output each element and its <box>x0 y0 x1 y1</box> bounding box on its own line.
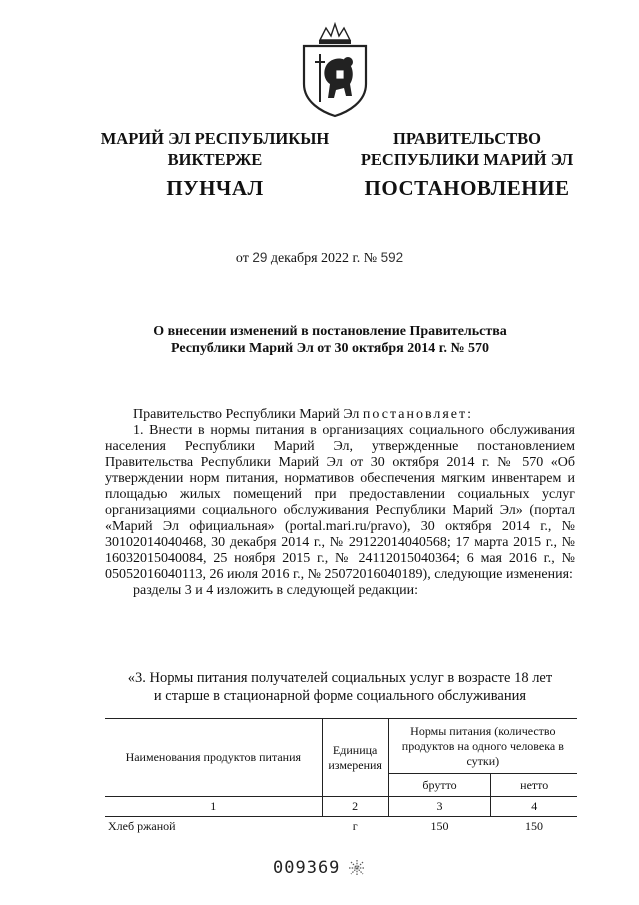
column-number-2: 2 <box>322 797 388 817</box>
title-line2: Республики Марий Эл от 30 октября 2014 г. № 570 <box>170 341 490 356</box>
section-title-line1: «3. Нормы питания получателей социальных услуг в возрасте 18 лет <box>127 670 553 686</box>
header-right-line1: ПРАВИТЕЛЬСТВО <box>393 129 541 148</box>
header-mari-block <box>95 128 335 199</box>
date-month-year: декабря 2022 г. № <box>270 251 378 266</box>
document-number: 592 <box>380 250 404 265</box>
date-day: 29 <box>252 250 268 265</box>
column-number-3: 3 <box>388 797 491 817</box>
column-number-1: 1 <box>105 797 322 817</box>
row-unit: г <box>352 819 358 833</box>
document-body <box>105 407 575 599</box>
date-prefix: от <box>235 251 249 266</box>
document-date-line <box>0 250 639 267</box>
row-net: 150 <box>524 819 543 833</box>
header-net: нетто <box>491 774 577 797</box>
section-title-line2: и старше в стационарной форме социального обслуживания <box>153 688 527 704</box>
paragraph-1: 1. Внести в нормы питания в организациях социального обслуживания населения Республики Марий Эл, утвержденные постановлением Правительства Республики Марий Эл от 30 октября 2014 г. № 570 «Об утверждении норм питания, нормативов обеспечения мягким инвентарем и площадью жилых помещений при предоставлении социальных услуг организациями социального обслуживания Республики Марий Эл» (портал «Марий Эл официальная» (portal.mari.ru/pravo), 30 октября 2014 г., № 30102014040468, 30 декабря 2014 г., № 29122014040568; 17 марта 2015 г., № 16032015040084, 25 ноября 2015 г., № 24112015040364; 6 мая 2016 г., № 05052016040113, 26 июля 2016 г., № 25072016040189), следующие изменения: <box>105 423 575 582</box>
header-left-line2: ВИКТЕРЖЕ <box>167 150 263 169</box>
row-gross: 150 <box>430 819 449 833</box>
row-product: Хлеб ржаной <box>108 819 176 833</box>
intro-paragraph <box>105 407 575 423</box>
header-left-line1: МАРИЙ ЭЛ РЕСПУБЛИКЫН <box>100 129 330 148</box>
table-row <box>105 817 577 837</box>
header-right-line2: РЕСПУБЛИКИ МАРИЙ ЭЛ <box>360 150 574 169</box>
coat-of-arms-emblem <box>296 22 374 118</box>
intro-resolves: постановляет: <box>362 407 474 422</box>
form-serial-number: 009369 <box>273 858 341 878</box>
asterisk-mark-icon <box>347 858 367 878</box>
header-russian-block <box>357 128 577 199</box>
header-right-doc-type: ПОСТАНОВЛЕНИЕ <box>364 176 570 200</box>
header-gross: брутто <box>388 774 491 797</box>
paragraph-2: разделы 3 и 4 изложить в следующей редакции: <box>133 583 418 598</box>
table-header-row <box>105 719 577 774</box>
header-product: Наименования продуктов питания <box>105 719 322 797</box>
header-norms: Нормы питания (количество продуктов на одного человека в сутки) <box>388 719 577 774</box>
nutrition-norms-table <box>105 718 577 836</box>
header-left-doc-type: ПУНЧАЛ <box>166 176 264 200</box>
intro-prefix: Правительство Республики Марий Эл <box>133 407 363 422</box>
document-title <box>100 323 560 357</box>
header-unit: Единица измерения <box>322 719 388 797</box>
section-3-title <box>105 669 575 705</box>
table-column-numbers-row <box>105 797 577 817</box>
title-line1: О внесении изменений в постановление Правительства <box>153 324 507 339</box>
column-number-4: 4 <box>491 797 577 817</box>
